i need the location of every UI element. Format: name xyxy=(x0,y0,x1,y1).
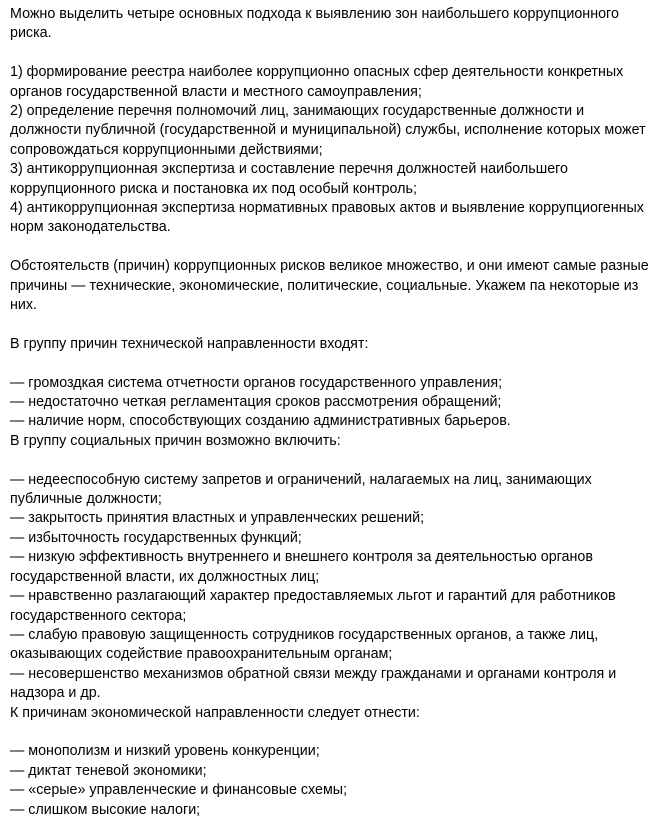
social-item: — избыточность государственных функций; xyxy=(10,529,302,546)
social-item: — нравственно разлагающий характер предоставляемых льгот и гарантий для работников государственного сектора; xyxy=(10,588,616,624)
social-item: — слабую правовую защищенность сотрудников государственных органов, а также лиц, оказывающих содействие правоохранительным органам; xyxy=(10,626,599,663)
social-heading: В группу социальных причин возможно включить: xyxy=(10,432,341,449)
economic-item: — монополизм и низкий уровень конкуренции; xyxy=(10,743,320,760)
approach-item: 2) определение перечня полномочий лиц, занимающих государственные должности и должности публичной (государственной и муниципальной) службы, исполнение которых может сопровождаться коррупционными действиями; xyxy=(10,103,646,158)
intro-paragraph: Можно выделить четыре основных подхода к выявлению зон наибольшего коррупционного риска. xyxy=(10,6,619,42)
social-item: — недееспособную систему запретов и ограничений, налагаемых на лиц, занимающих публичные должности; xyxy=(10,471,592,508)
spacer xyxy=(10,723,650,742)
causes-intro-paragraph: Обстоятельств (причин) коррупционных рисков великое множество, и они имеют самые разные причины — технические, экономические, политические, социальные. Укажем па некоторые из них. xyxy=(10,258,649,314)
social-item: — закрытость принятия властных и управленческих решений; xyxy=(10,510,425,527)
technical-heading: В группу причин технической направленности входят: xyxy=(10,335,369,352)
spacer xyxy=(10,238,650,257)
spacer xyxy=(10,315,650,334)
spacer xyxy=(10,354,650,373)
spacer xyxy=(10,44,650,63)
approach-item: 3) антикоррупционная экспертиза и составление перечня должностей наибольшего коррупционного риска и постановка их под особый контроль; xyxy=(10,161,568,197)
economic-item: — «серые» управленческие и финансовые схемы; xyxy=(10,782,348,799)
spacer xyxy=(10,451,650,470)
approach-item: 1) формирование реестра наиболее коррупционно опасных сфер деятельности конкретных органов государственной власти и местного самоуправления; xyxy=(10,64,624,100)
economic-heading: К причинам экономической направленности следует отнести: xyxy=(10,704,420,721)
economic-item: — диктат теневой экономики; xyxy=(10,762,207,779)
social-item: — несовершенство механизмов обратной связи между гражданами и органами контроля и надзора и др. xyxy=(10,665,617,702)
economic-item: — слишком высокие налоги; xyxy=(10,801,201,818)
approach-item: 4) антикоррупционная экспертиза нормативных правовых актов и выявление коррупциогенных норм законодательства. xyxy=(10,200,644,236)
technical-item: — наличие норм, способствующих созданию административных барьеров. xyxy=(10,413,511,430)
social-item: — низкую эффективность внутреннего и внешнего контроля за деятельностью органов государственной власти, их должностных лиц; xyxy=(10,549,593,585)
technical-item: — недостаточно четкая регламентация сроков рассмотрения обращений; xyxy=(10,394,502,411)
technical-item: — громоздкая система отчетности органов государственного управления; xyxy=(10,374,503,391)
